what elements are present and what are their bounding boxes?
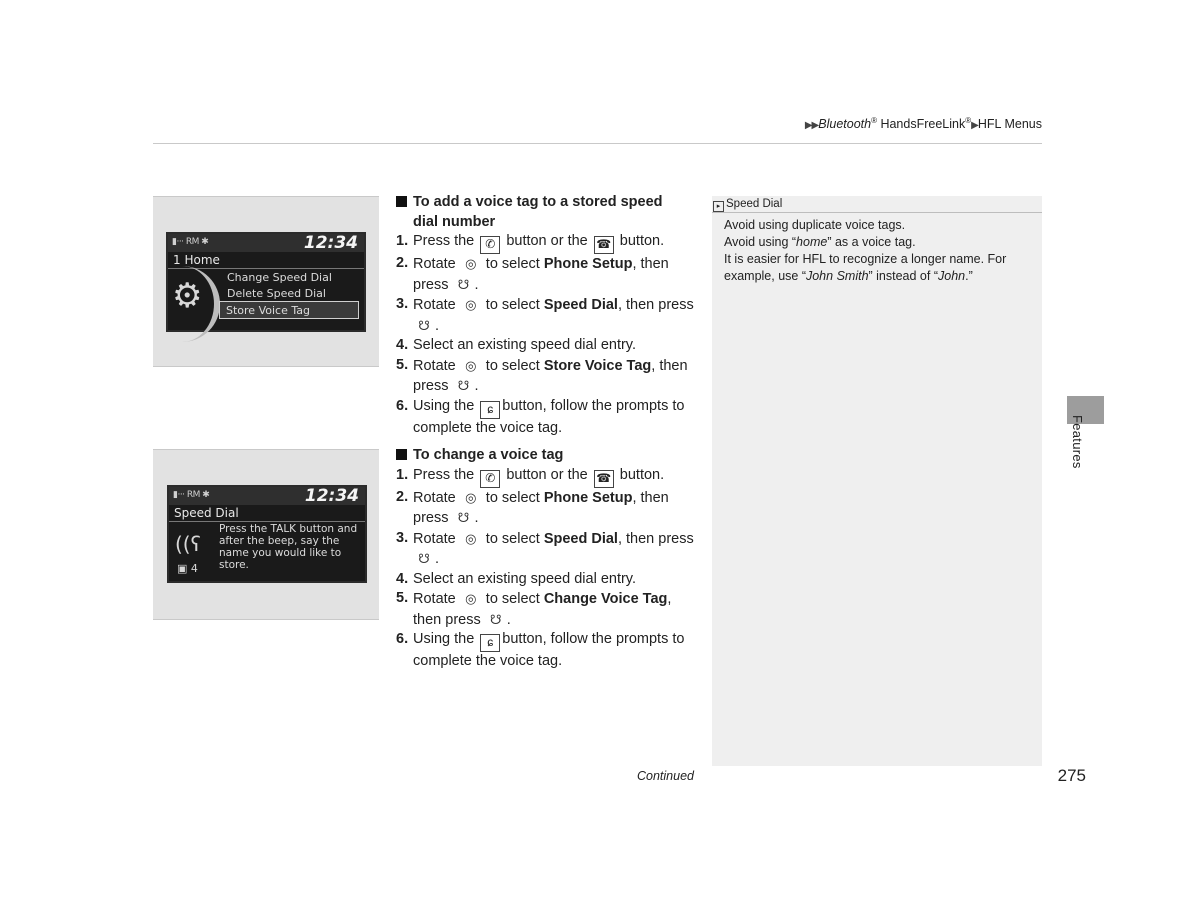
step-5: 5. Rotate ◎ to select Store Voice Tag, then press ☋ . (396, 356, 688, 394)
note-line: Avoid using duplicate voice tags. (724, 218, 906, 232)
breadcrumb-handsfreelink: HandsFreeLink (876, 117, 966, 132)
breadcrumb: ▶▶Bluetooth® HandsFreeLink®▶HFL Menus (804, 116, 1042, 132)
section-add-voice-tag (396, 193, 701, 438)
arrow-icon: ▶ (971, 120, 978, 132)
phone-icon: ✆ (480, 236, 500, 254)
pick-up-icon: ☎ (594, 236, 614, 254)
breadcrumb-bluetooth: Bluetooth (818, 117, 872, 132)
screen-panel-2 (153, 449, 379, 620)
note-marker-icon: ▸ (713, 201, 724, 212)
rotate-dial-icon: ◎ (465, 297, 477, 312)
note-body (724, 217, 1034, 285)
step-3: 3. Rotate ◎ to select Speed Dial, then press ☋ . (396, 296, 694, 334)
dial-arc-icon (178, 266, 220, 342)
signal-icon: ▮··· RM ✱ (173, 490, 210, 500)
section-change-voice-tag (396, 446, 701, 672)
rotate-dial-icon: ◎ (465, 591, 477, 606)
menu-item-delete-speed-dial: Delete Speed Dial (227, 287, 326, 300)
press-dial-icon: ☋ (457, 510, 470, 525)
phonebook-icon: ▣ (177, 562, 188, 575)
rotate-dial-icon: ◎ (465, 489, 477, 505)
step-6: 6. Using the ɕ button, follow the prompts to complete the voice tag. (396, 631, 685, 669)
section-heading: To add a voice tag to a stored speed dial number (396, 193, 701, 232)
step-1: 1. Press the ✆ button or the ☎ button. (396, 232, 701, 254)
signal-icon: ▮··· RM ✱ (172, 237, 209, 247)
step-5: 5. Rotate ◎ to select Change Voice Tag, then press ☋ . (396, 590, 672, 628)
rotate-dial-icon: ◎ (465, 256, 477, 271)
page-number: 275 (1057, 766, 1086, 785)
header-divider (153, 143, 1042, 144)
divider (169, 521, 365, 522)
continued-label: Continued (637, 769, 694, 783)
note-line: example, use “John Smith” instead of “John.” (724, 269, 973, 283)
phone-icon: ✆ (480, 470, 500, 488)
voice-counter: ▣ 4 (177, 562, 198, 575)
voice-talk-icon: ((ʕ (175, 532, 201, 556)
note-heading: ▸ Speed Dial (712, 196, 1042, 213)
note-box (712, 196, 1042, 766)
step-3: 3. Rotate ◎ to select Speed Dial, then press ☋ . (396, 529, 694, 567)
rotate-dial-icon: ◎ (465, 530, 477, 546)
rotate-dial-icon: ◎ (465, 357, 477, 373)
step-2: 2. Rotate ◎ to select Phone Setup, then press ☋ . (396, 488, 669, 526)
pick-up-icon: ☎ (594, 470, 614, 488)
status-bar (169, 487, 365, 505)
screen-title: Speed Dial (174, 506, 239, 520)
press-dial-icon: ☋ (418, 551, 430, 566)
note-line: It is easier for HFL to recognize a longer name. For (724, 252, 1007, 266)
press-dial-icon: ☋ (418, 317, 430, 333)
step-6: 6. Using the ɕ button, follow the prompts to complete the voice tag. (396, 397, 685, 436)
press-dial-icon: ☋ (457, 378, 470, 393)
menu-item-store-voice-tag: Store Voice Tag (219, 301, 359, 319)
screen-title: 1 Home (173, 253, 220, 267)
menu-item-change-speed-dial: Change Speed Dial (227, 271, 332, 284)
section-heading: To change a voice tag (396, 446, 701, 466)
status-bar (168, 234, 364, 252)
clock: 12:34 (303, 233, 358, 253)
step-1: 1. Press the ✆ button or the ☎ button. (396, 466, 701, 488)
press-dial-icon: ☋ (457, 276, 470, 292)
talk-icon: ɕ (480, 634, 500, 652)
display-screen-home (166, 232, 366, 332)
step-4: 4. Select an existing speed dial entry. (396, 570, 637, 587)
screen-panel-1 (153, 196, 379, 367)
talk-icon: ɕ (480, 401, 500, 419)
talk-prompt-message: Press the TALK button and after the beep, say the name you would like to store. (219, 523, 358, 571)
breadcrumb-hfl-menus: HFL Menus (977, 117, 1042, 132)
square-bullet-icon (396, 449, 407, 460)
gear-icon: ⚙ (172, 276, 203, 316)
press-dial-icon: ☋ (489, 611, 502, 627)
step-4: 4. Select an existing speed dial entry. (396, 337, 637, 353)
step-2: 2. Rotate ◎ to select Phone Setup, then press ☋ . (396, 255, 669, 293)
arrow-icon: ▶▶ (804, 120, 819, 132)
square-bullet-icon (396, 196, 407, 207)
clock: 12:34 (304, 486, 359, 506)
chapter-tab-label: Features (1070, 415, 1085, 469)
display-screen-speed-dial (167, 485, 367, 583)
note-line: Avoid using “home” as a voice tag. (724, 235, 916, 249)
